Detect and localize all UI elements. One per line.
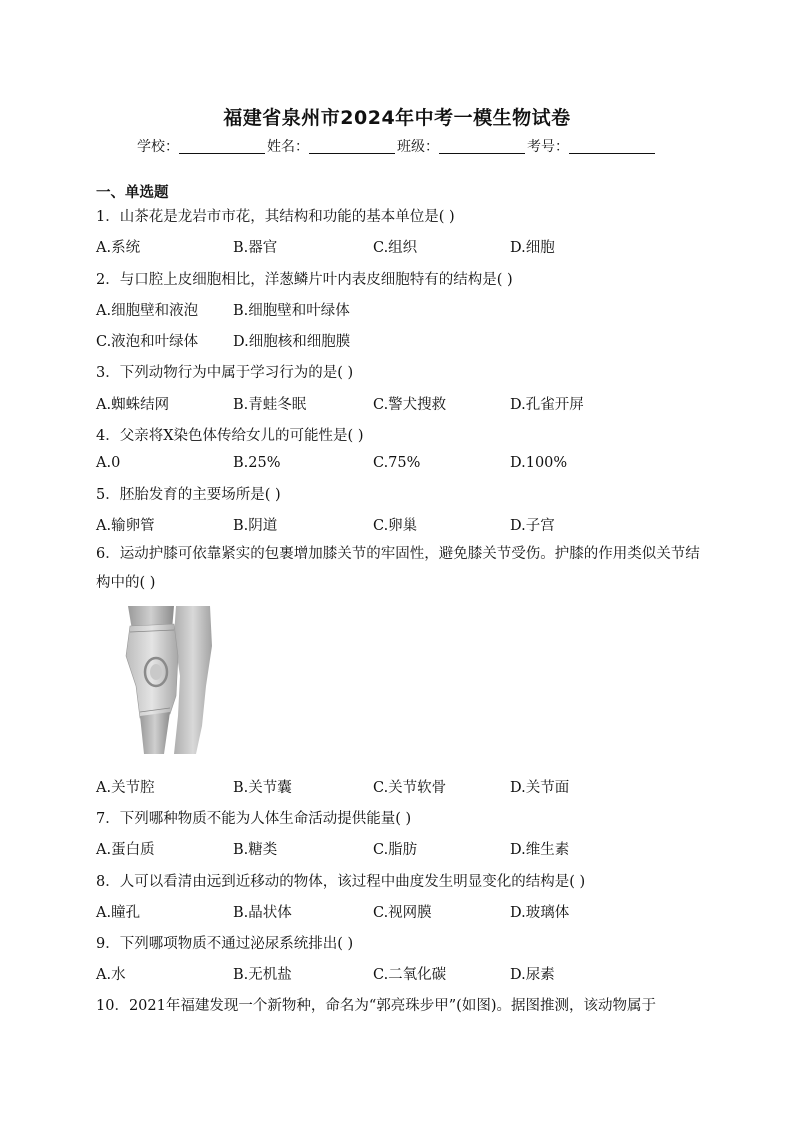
question-stem: 9．下列哪项物质不通过泌尿系统排出( ) (96, 936, 354, 952)
option-c: C.卵巢 (373, 518, 418, 534)
school-blank[interactable] (179, 139, 265, 154)
number-blank[interactable] (569, 139, 655, 154)
option-d: D.尿素 (510, 967, 555, 983)
option-b: B.晶状体 (233, 905, 292, 921)
option-d: D.子宫 (510, 518, 555, 534)
option-d: D.孔雀开屏 (510, 397, 584, 413)
option-b: B.器官 (233, 240, 278, 256)
option-c: C.脂肪 (373, 842, 418, 858)
question-stem: 5．胚胎发育的主要场所是( ) (96, 487, 281, 503)
option-a: A.系统 (96, 240, 141, 256)
school-label: 学校： (137, 139, 179, 155)
option-d: D.细胞核和细胞膜 (233, 334, 351, 350)
section-title: 一、单选题 (96, 185, 169, 201)
knee-brace-illustration (118, 606, 218, 754)
option-d: D.玻璃体 (510, 905, 570, 921)
option-c: C.关节软骨 (373, 780, 447, 796)
option-a: A.输卵管 (96, 518, 155, 534)
question-stem: 8．人可以看清由远到近移动的物体，该过程中曲度发生明显变化的结构是( ) (96, 874, 586, 890)
option-a: A.0 (96, 455, 121, 471)
option-c: C.二氧化碳 (373, 967, 447, 983)
option-c: C.75% (373, 455, 421, 471)
question-stem: 10．2021年福建发现一个新物种，命名为“郭亮珠步甲”(如图)。据图推测，该动物属于 (96, 998, 656, 1014)
option-d: D.100% (510, 455, 568, 471)
question-stem: 1．山茶花是龙岩市市花，其结构和功能的基本单位是( ) (96, 209, 455, 225)
page-title: 福建省泉州市2024年中考一模生物试卷 (223, 107, 571, 129)
option-a: A.蛋白质 (96, 842, 155, 858)
question-stem: 2．与口腔上皮细胞相比，洋葱鳞片叶内表皮细胞特有的结构是( ) (96, 272, 513, 288)
name-blank[interactable] (309, 139, 395, 154)
option-d: D.细胞 (510, 240, 555, 256)
option-a: A.瞳孔 (96, 905, 141, 921)
option-c: C.液泡和叶绿体 (96, 334, 199, 350)
option-d: D.维生素 (510, 842, 570, 858)
question-stem: 7．下列哪种物质不能为人体生命活动提供能量( ) (96, 811, 412, 827)
option-c: C.组织 (373, 240, 418, 256)
option-b: B.阴道 (233, 518, 278, 534)
number-label: 考号： (527, 139, 569, 155)
option-a: A.关节腔 (96, 780, 155, 796)
option-d: D.关节面 (510, 780, 570, 796)
student-info-line (0, 136, 794, 156)
option-b: B.无机盐 (233, 967, 292, 983)
option-b: B.关节囊 (233, 780, 292, 796)
name-label: 姓名： (267, 139, 309, 155)
class-label: 班级： (397, 139, 439, 155)
option-b: B.25% (233, 455, 281, 471)
knee-brace-image (118, 606, 218, 754)
option-a: A.水 (96, 967, 126, 983)
question-stem: 4．父亲将X染色体传给女儿的可能性是( ) (96, 428, 364, 444)
question-stem: 6．运动护膝可依靠紧实的包裹增加膝关节的牢固性，避免膝关节受伤。护膝的作用类似关节结构中的( ) (96, 546, 700, 591)
question-stem: 3．下列动物行为中属于学习行为的是( ) (96, 365, 354, 381)
option-b: B.细胞壁和叶绿体 (233, 303, 350, 319)
option-c: C.视网膜 (373, 905, 432, 921)
option-c: C.警犬搜救 (373, 397, 447, 413)
option-a: A.细胞壁和液泡 (96, 303, 199, 319)
class-blank[interactable] (439, 139, 525, 154)
option-a: A.蜘蛛结网 (96, 397, 170, 413)
option-b: B.糖类 (233, 842, 278, 858)
option-b: B.青蛙冬眠 (233, 397, 307, 413)
